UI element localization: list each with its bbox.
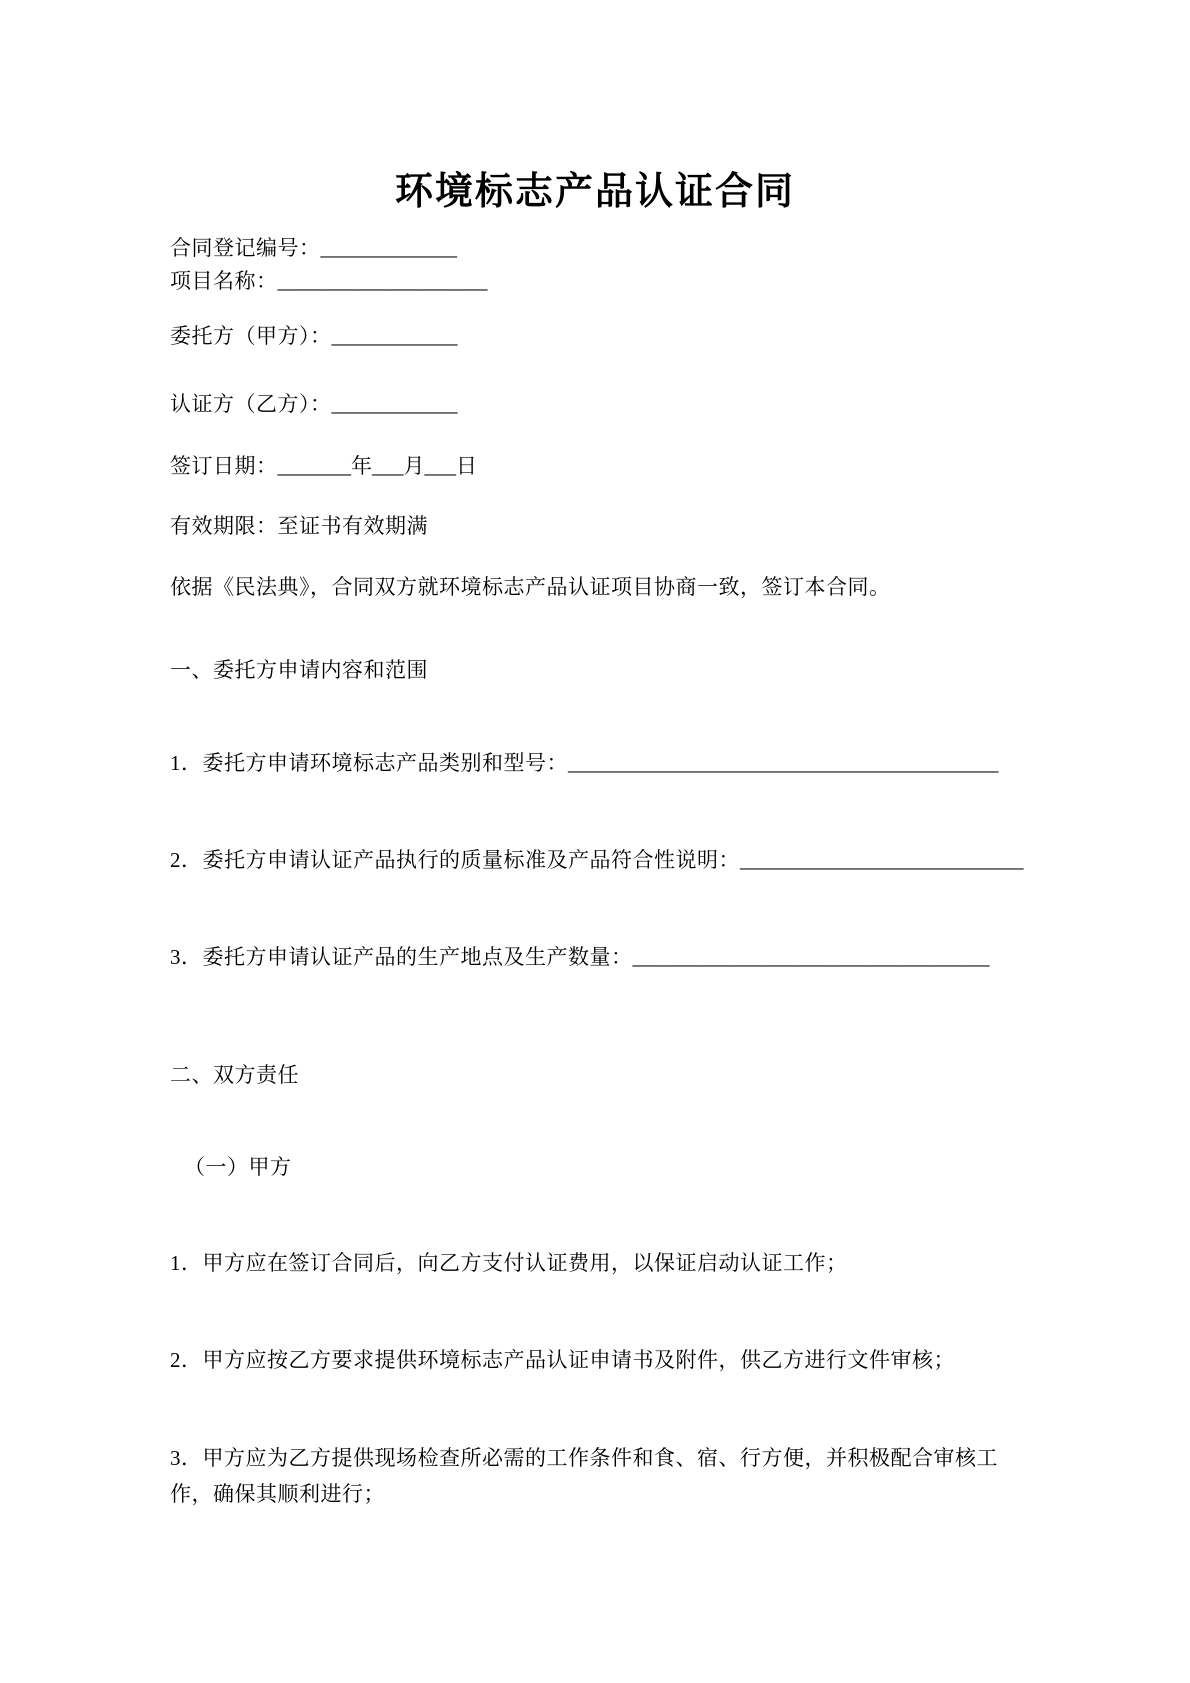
- section1-item-1-blank: _________________________________________: [568, 751, 999, 775]
- document-title: 环境标志产品认证合同: [394, 171, 795, 213]
- section2-sub1-item-3: 3．甲方应为乙方提供现场检查所必需的工作条件和食、宿、行方便，并积极配合审核工作，确保其顺利进行；: [170, 1446, 998, 1506]
- section1-item-2-label: 2．委托方申请认证产品执行的质量标准及产品符合性说明：: [170, 848, 740, 872]
- field-blank-sign-date: _______年___月___日: [277, 454, 477, 478]
- section1-item-3-label: 3．委托方申请认证产品的生产地点及生产数量：: [170, 945, 633, 969]
- section1-item-1: [170, 748, 1038, 778]
- field-label-party-b: 认证方（乙方）：: [170, 392, 332, 416]
- field-line-contract-no: [170, 233, 1038, 263]
- field-line-project-name: [170, 266, 1038, 296]
- field-label-validity: 有效期限：: [170, 514, 278, 538]
- section2-heading: 二、双方责任: [170, 1063, 299, 1087]
- section1-heading: 一、委托方申请内容和范围: [170, 658, 428, 682]
- field-label-sign-date: 签订日期：: [170, 454, 278, 478]
- field-blank-party-a: ____________: [331, 324, 458, 348]
- section1-item-1-label: 1．委托方申请环境标志产品类别和型号：: [170, 751, 568, 775]
- field-label-project-name: 项目名称：: [170, 269, 278, 293]
- section1-item-2-blank: ___________________________: [740, 848, 1024, 872]
- section2-sub1-item-1: 1．甲方应在签订合同后，向乙方支付认证费用，以保证启动认证工作；: [170, 1251, 848, 1275]
- section2-sub1-item-2: 2．甲方应按乙方要求提供环境标志产品认证申请书及附件，供乙方进行文件审核；: [170, 1348, 955, 1372]
- field-line-sign-date: [170, 451, 1038, 481]
- field-blank-project-name: ____________________: [277, 269, 488, 293]
- field-line-party-a: [170, 321, 1038, 351]
- field-line-validity: [170, 511, 1038, 541]
- preamble-paragraph: 依据《民法典》，合同双方就环境标志产品认证项目协商一致，签订本合同。: [170, 575, 891, 599]
- section2-sub1-heading: （一）甲方: [184, 1155, 292, 1179]
- field-label-contract-no: 合同登记编号：: [170, 236, 321, 260]
- field-line-party-b: [170, 389, 1038, 419]
- section1-item-3-blank: __________________________________: [632, 945, 990, 969]
- field-label-party-a: 委托方（甲方）：: [170, 324, 332, 348]
- field-value-validity: 至证书有效期满: [277, 514, 428, 538]
- section1-item-2: [170, 845, 1038, 875]
- field-blank-party-b: ____________: [331, 392, 458, 416]
- field-blank-contract-no: _____________: [320, 236, 457, 260]
- section1-item-3: [170, 942, 1038, 972]
